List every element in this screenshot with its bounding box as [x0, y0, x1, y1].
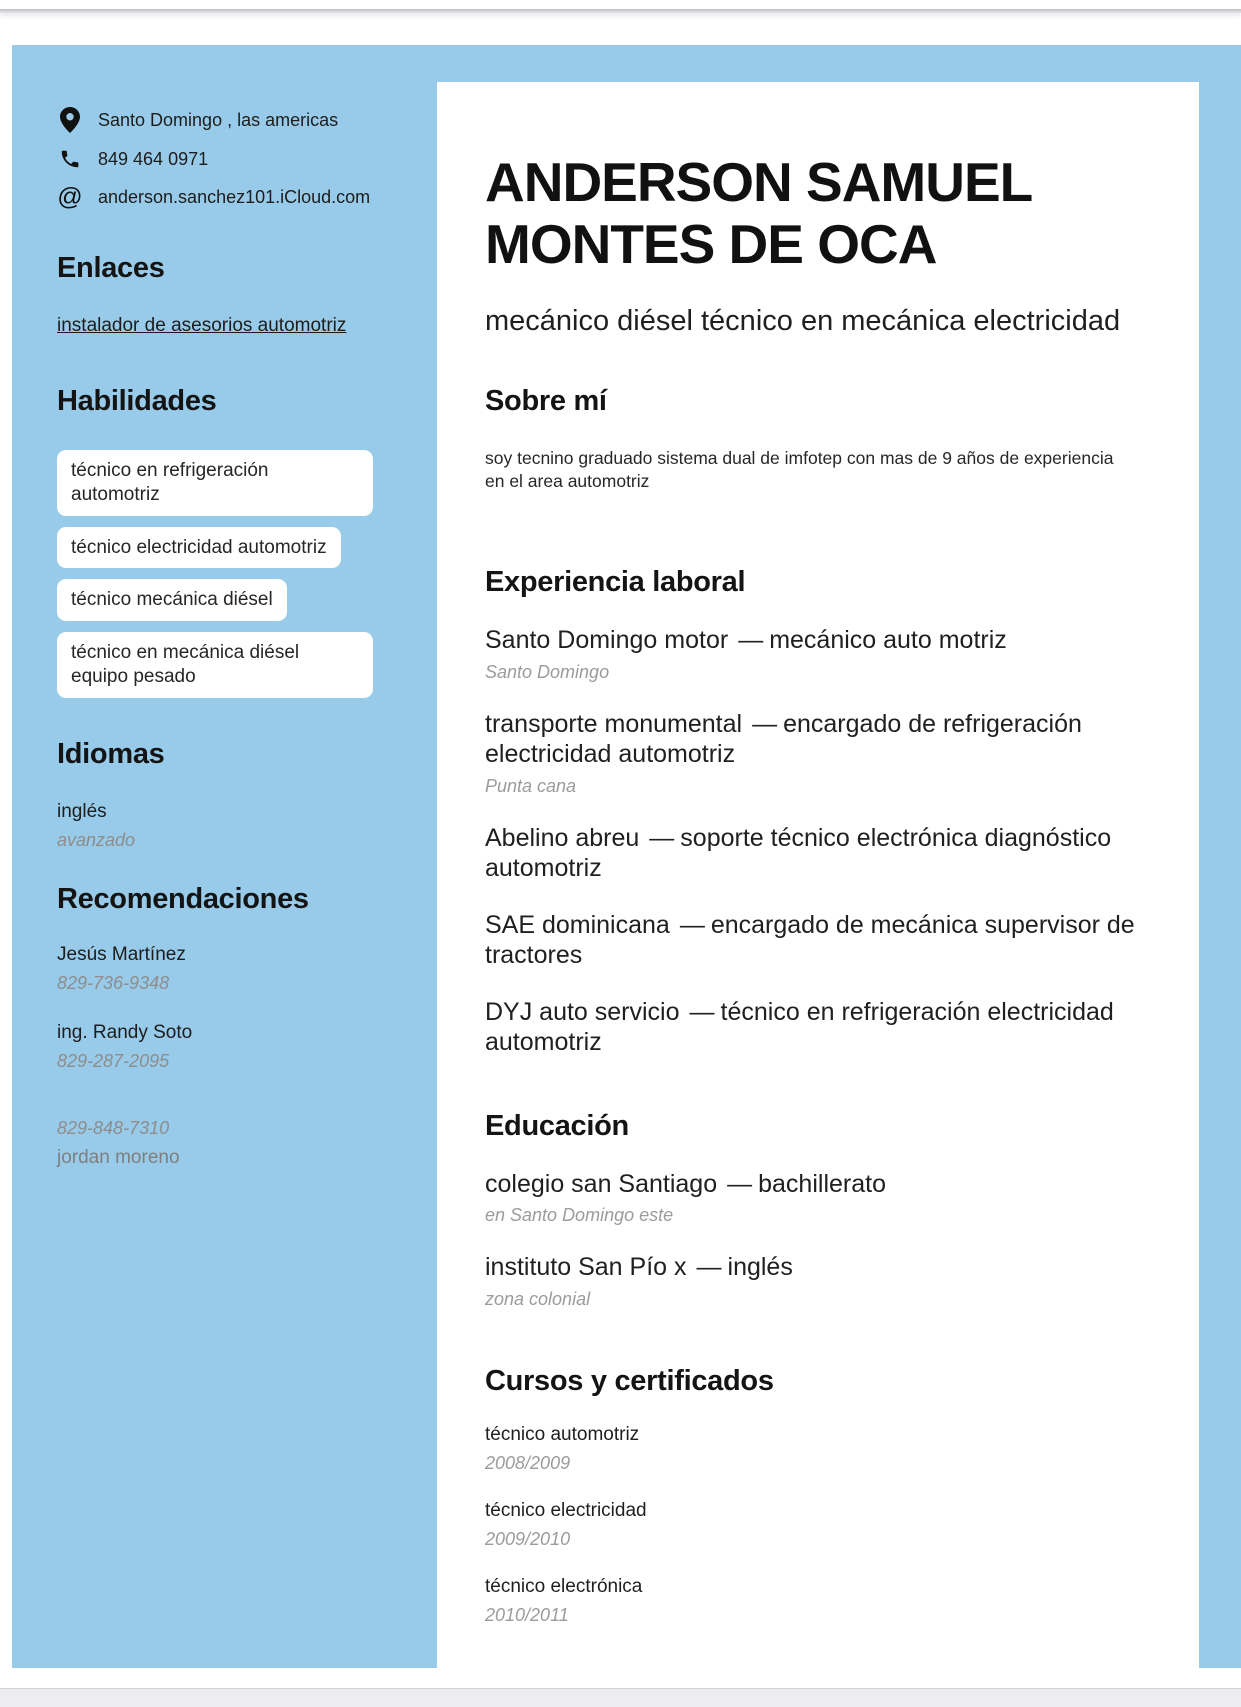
sidebar	[57, 107, 417, 1169]
recommendation-phone: 829-287-2095	[57, 1050, 170, 1071]
experience-entry	[485, 997, 1149, 1058]
skills-list	[57, 450, 417, 698]
location-pin-icon	[57, 107, 83, 133]
education-degree: bachillerato	[758, 1169, 886, 1198]
education-entry	[485, 1169, 1149, 1227]
phone-icon	[57, 148, 83, 170]
experience-section-title: Experiencia laboral	[485, 566, 746, 599]
skill-pill: técnico en refrigeración automotriz	[57, 450, 373, 516]
education-school: colegio san Santiago	[485, 1169, 718, 1198]
recommendation-item	[57, 1022, 417, 1072]
course-period: 2008/2009	[485, 1452, 571, 1473]
experience-entry	[485, 625, 1149, 683]
experience-entry	[485, 709, 1149, 797]
candidate-name: ANDERSON SAMUEL MONTES DE OCA	[485, 151, 1032, 275]
dash-separator: —	[727, 1169, 753, 1198]
skill-pill: técnico en mecánica diésel equipo pesado	[57, 632, 373, 698]
education-entry	[485, 1252, 1149, 1310]
education-location: en Santo Domingo este	[485, 1205, 674, 1226]
course-entry	[485, 1576, 1149, 1626]
experience-role: mecánico auto motriz	[769, 626, 1007, 655]
education-entry-line	[485, 1252, 1145, 1283]
experience-role: soporte técnico electrónica diagnóstico automotriz	[485, 823, 1112, 883]
candidate-title: mecánico diésel técnico en mecánica electricidad	[485, 305, 1121, 338]
education-school: instituto San Pío x	[485, 1253, 687, 1282]
course-name: técnico electrónica	[485, 1575, 643, 1597]
resume-main-card	[437, 82, 1199, 1676]
course-entry	[485, 1424, 1149, 1474]
accessory-installer-link[interactable]: instalador de asesorios automotriz	[57, 315, 347, 336]
courses-section-title: Cursos y certificados	[485, 1364, 774, 1397]
experience-company: Abelino abreu	[485, 823, 640, 852]
dash-separator: —	[752, 709, 778, 738]
experience-location: Punta cana	[485, 775, 577, 796]
experience-entry-line	[485, 823, 1145, 884]
experience-company: Santo Domingo motor	[485, 626, 729, 655]
resume-sheet	[12, 45, 1241, 1668]
education-section-title: Educación	[485, 1109, 629, 1142]
experience-entry	[485, 910, 1149, 971]
page-bottom-band	[0, 1688, 1241, 1707]
experience-entry-line	[485, 997, 1145, 1058]
course-name: técnico electricidad	[485, 1499, 647, 1521]
contact-email-row	[57, 185, 417, 210]
recommendation-item	[57, 1118, 417, 1169]
experience-entry-line	[485, 625, 1145, 656]
page-top-divider	[0, 9, 1241, 13]
contact-email-text: anderson.sanchez101.iCloud.com	[98, 187, 371, 207]
language-name: inglés	[57, 800, 107, 822]
experience-entry	[485, 823, 1149, 884]
course-period: 2009/2010	[485, 1528, 571, 1549]
dash-separator: —	[679, 910, 705, 939]
dash-separator: —	[696, 1253, 722, 1282]
about-section-title: Sobre mí	[485, 385, 607, 418]
recommendation-name: ing. Randy Soto	[57, 1021, 193, 1043]
experience-entry-line	[485, 709, 1145, 770]
experience-company: SAE dominicana	[485, 910, 670, 939]
dash-separator: —	[738, 626, 764, 655]
experience-role: encargado de refrigeración electricidad automotriz	[485, 709, 1082, 769]
about-text: soy tecnino graduado sistema dual de imfotep con mas de 9 años de experiencia en el area automotriz	[485, 448, 1114, 492]
course-entry	[485, 1500, 1149, 1550]
education-location: zona colonial	[485, 1288, 591, 1309]
recommendation-phone: 829-736-9348	[57, 972, 170, 993]
contact-phone-text: 849 464 0971	[98, 148, 209, 169]
links-section-title: Enlaces	[57, 252, 165, 284]
contact-phone-row	[57, 148, 417, 170]
contact-location-text: Santo Domingo , las americas	[98, 109, 339, 130]
course-period: 2010/2011	[485, 1604, 569, 1625]
recommendations-section-title: Recomendaciones	[57, 882, 309, 915]
recommendation-item	[57, 944, 417, 994]
experience-entry-line	[485, 910, 1145, 971]
dash-separator: —	[689, 997, 715, 1026]
recommendation-name: Jesús Martínez	[57, 943, 186, 965]
skill-pill: técnico mecánica diésel	[57, 579, 287, 621]
language-item	[57, 801, 417, 851]
dash-separator: —	[649, 823, 675, 852]
skills-section-title: Habilidades	[57, 385, 217, 417]
languages-section-title: Idiomas	[57, 737, 165, 770]
contact-location-row	[57, 107, 417, 133]
skill-pill: técnico electricidad automotriz	[57, 527, 341, 569]
recommendation-name: jordan moreno	[57, 1146, 180, 1168]
experience-location: Santo Domingo	[485, 661, 610, 682]
education-entry-line	[485, 1169, 1145, 1200]
at-sign-icon: @	[57, 183, 83, 211]
course-name: técnico automotriz	[485, 1423, 640, 1445]
recommendation-phone: 829-848-7310	[57, 1117, 170, 1138]
experience-role: técnico en refrigeración electricidad automotriz	[485, 997, 1114, 1057]
experience-company: transporte monumental	[485, 709, 743, 738]
experience-company: DYJ auto servicio	[485, 997, 680, 1026]
experience-role: encargado de mecánica supervisor de tractores	[485, 910, 1135, 970]
language-level: avanzado	[57, 829, 136, 850]
education-degree: inglés	[727, 1253, 793, 1282]
